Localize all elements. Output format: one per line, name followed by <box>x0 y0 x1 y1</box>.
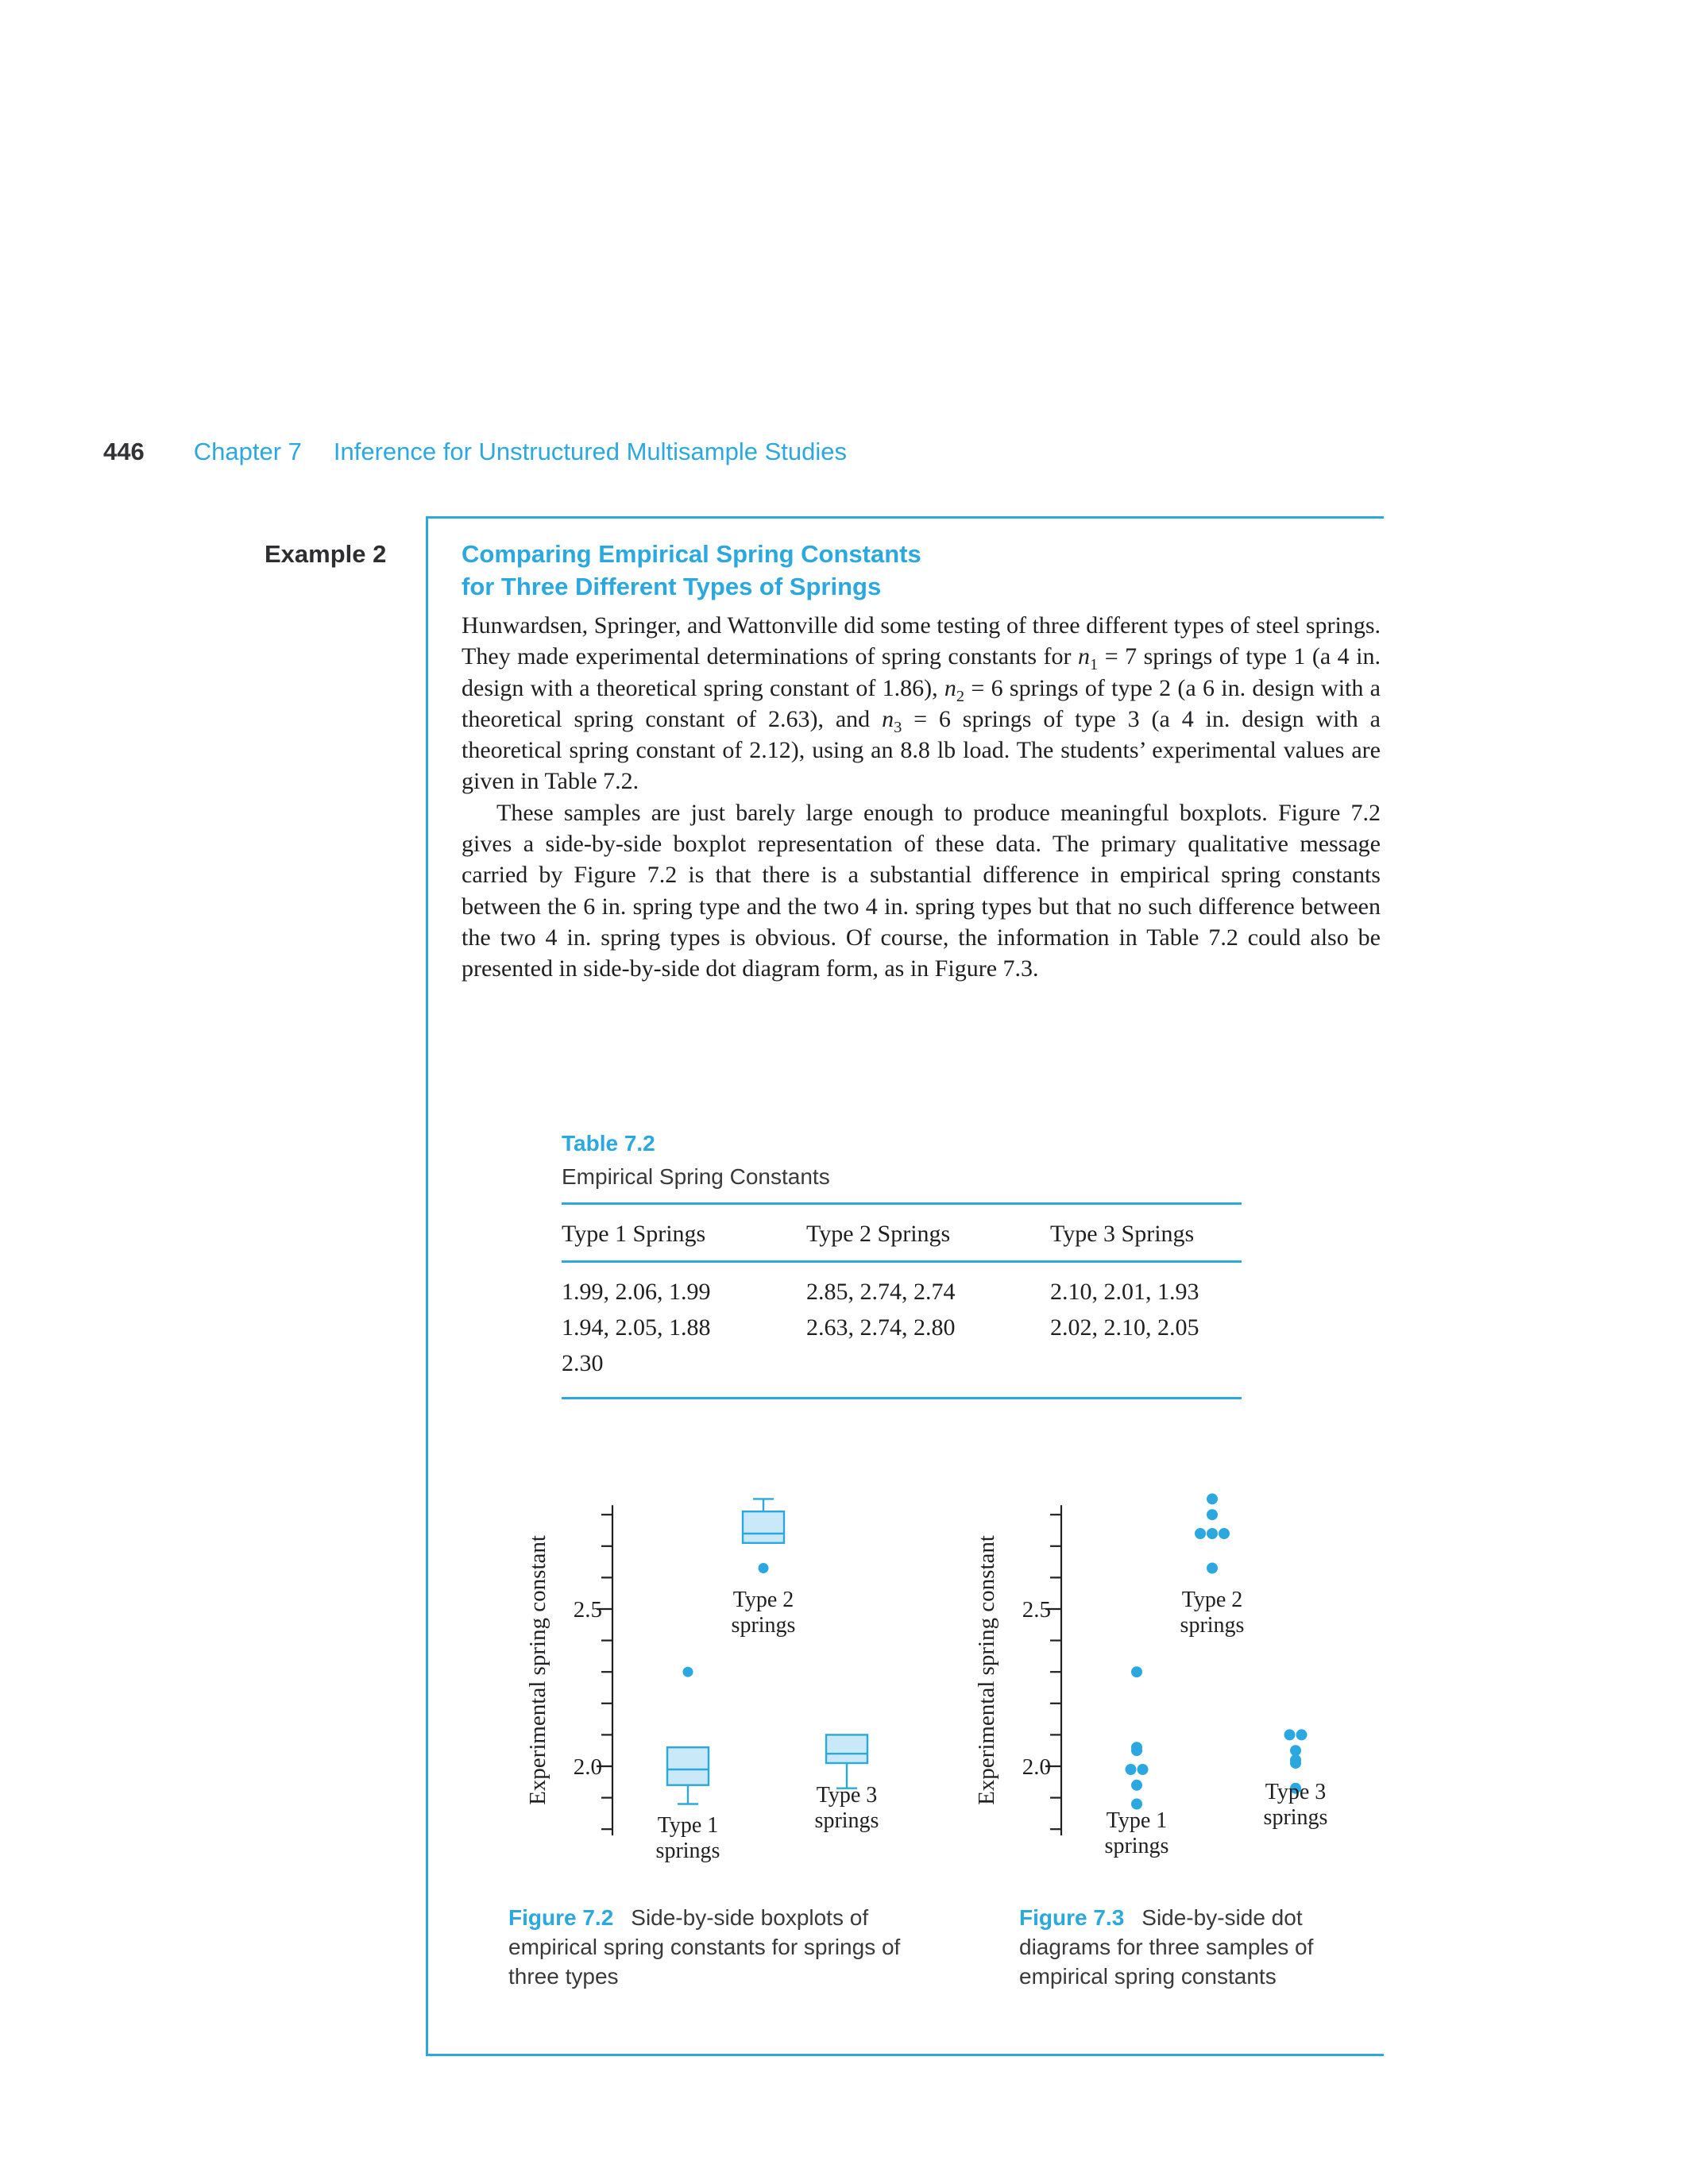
group-label: springs <box>814 1808 879 1833</box>
data-point <box>1138 1764 1149 1775</box>
boxplot-group-3 <box>815 1734 879 1833</box>
table-cell: 2.10, 2.01, 1.93 <box>1050 1279 1199 1305</box>
data-point <box>1195 1528 1206 1539</box>
figure-7-2-boxplot <box>508 1465 953 1894</box>
table-cell <box>806 1345 1050 1397</box>
dot-group-2 <box>1180 1493 1245 1638</box>
data-point <box>1126 1764 1137 1775</box>
data-point <box>1131 1745 1142 1756</box>
data-point <box>1207 1509 1218 1520</box>
data-point <box>1131 1666 1142 1677</box>
group-label: Type 1 <box>1106 1808 1168 1833</box>
box <box>743 1511 784 1543</box>
figure-7-3-dot-diagram <box>957 1465 1402 1894</box>
group-label: Type 3 <box>816 1783 878 1808</box>
table-grid <box>562 1202 1242 1399</box>
example-box-top-rule <box>426 516 1384 519</box>
boxplot-group-2 <box>732 1499 796 1638</box>
figure-7-3-caption <box>1019 1903 1373 1991</box>
data-point <box>1296 1729 1308 1740</box>
y-tick-label: 2.5 <box>1022 1597 1051 1623</box>
page-header <box>103 438 847 466</box>
outlier-point <box>759 1563 769 1573</box>
y-tick-label: 2.5 <box>573 1597 602 1623</box>
table-title: Empirical Spring Constants <box>562 1164 830 1189</box>
figure-7-2-caption-text: Side-by-side boxplots of empirical spring constants for springs of three types <box>508 1905 901 1989</box>
data-point <box>1131 1780 1142 1791</box>
figure-7-3-caption-label: Figure 7.3 <box>1019 1905 1125 1930</box>
y-tick-label: 2.0 <box>1022 1754 1051 1780</box>
figure-7-2-caption-label: Figure 7.2 <box>508 1905 614 1930</box>
chapter-label: Chapter 7 <box>193 438 302 465</box>
dot-group-3 <box>1264 1729 1328 1830</box>
box <box>667 1747 709 1785</box>
y-axis-label: Experimental spring constant <box>974 1535 999 1805</box>
group-label: springs <box>655 1839 720 1863</box>
table-cell: 2.63, 2.74, 2.80 <box>806 1314 956 1341</box>
group-label: Type 2 <box>1181 1588 1243 1612</box>
data-point <box>1207 1493 1218 1504</box>
group-label: Type 2 <box>732 1588 794 1612</box>
y-axis-label: Experimental spring constant <box>525 1535 550 1805</box>
outlier-point <box>683 1667 693 1677</box>
box <box>826 1734 867 1763</box>
example-box-bottom-rule <box>426 2054 1384 2056</box>
group-label: Type 3 <box>1265 1780 1327 1804</box>
dot-group-1 <box>1105 1666 1169 1858</box>
figure-7-3-caption-text: Side-by-side dot diagrams for three samples of empirical spring constants <box>1019 1905 1314 1989</box>
table-header-type-2: Type 2 Springs <box>806 1205 1050 1263</box>
example-box-left-rule <box>426 516 428 2056</box>
boxplot-group-1 <box>656 1667 720 1863</box>
group-label: springs <box>731 1613 796 1638</box>
example-body <box>462 610 1381 985</box>
figure-7-2-caption <box>508 1903 917 1991</box>
table-cell: 1.99, 2.06, 1.99 <box>562 1279 711 1305</box>
table-cell <box>1050 1345 1242 1397</box>
table-cell: 2.30 <box>562 1350 604 1376</box>
data-point <box>1207 1528 1218 1539</box>
data-point <box>1290 1745 1301 1756</box>
y-tick-label: 2.0 <box>573 1754 602 1780</box>
group-label: springs <box>1263 1805 1328 1830</box>
table-cell: 2.02, 2.10, 2.05 <box>1050 1314 1199 1341</box>
table-cell: 1.94, 2.05, 1.88 <box>562 1314 711 1341</box>
example-title-line-1: Comparing Empirical Spring Constants <box>462 540 921 568</box>
data-point <box>1219 1528 1230 1539</box>
fig-boxplot-svg <box>508 1465 953 1894</box>
data-point <box>1284 1729 1296 1740</box>
group-label: springs <box>1180 1613 1245 1638</box>
page-number: 446 <box>103 438 145 465</box>
group-label: Type 1 <box>657 1813 719 1838</box>
example-title <box>462 538 921 603</box>
example-title-line-2: for Three Different Types of Springs <box>462 573 882 600</box>
table-cell: 2.85, 2.74, 2.74 <box>806 1279 956 1305</box>
data-point <box>1290 1754 1301 1765</box>
data-point <box>1207 1563 1218 1574</box>
group-label: springs <box>1104 1834 1169 1858</box>
paragraph-2: These samples are just barely large enough to produce meaningful boxplots. Figure 7.2 gives a side-by-side boxplot representation of these data. The primary qualitative message carried by Figure 7.2 is that there is a substantial difference in empirical spring constants between the 6 in. spring type and the two 4 in. spring types but that no such difference between the two 4 in. spring types is obvious. Of course, the information in Table 7.2 could also be presented in side-by-side dot diagram form, as in Figure 7.3. <box>462 799 1381 982</box>
y-axis <box>525 1505 612 1835</box>
table-header-type-1: Type 1 Springs <box>562 1205 806 1263</box>
table-7-2 <box>562 1131 1242 1399</box>
chapter-title: Inference for Unstructured Multisample Studies <box>333 438 848 465</box>
table-header-type-3: Type 3 Springs <box>1050 1205 1242 1263</box>
paragraph-1: Hunwardsen, Springer, and Wattonville did some testing of three different types of steel springs. They made experimental determinations of spring constants for $n_1 = 7$ springs of type 1 (a 4 in. design with a theoretical spring constant of 1.86), $n_2 = 6$ springs of type 2 (a 6 in. design with a theoretical spring constant of 2.63), and $n_3 = 6$ springs of type 3 (a 4 in. design with a theoretical spring constant of 2.12), using an 8.8 lb load. The students’ experimental values are given in Table 7.2. <box>462 612 1381 795</box>
y-axis <box>974 1505 1061 1835</box>
fig-dotplot-svg <box>957 1465 1402 1894</box>
table-label: Table 7.2 <box>562 1131 655 1156</box>
example-label: Example 2 <box>265 540 387 568</box>
